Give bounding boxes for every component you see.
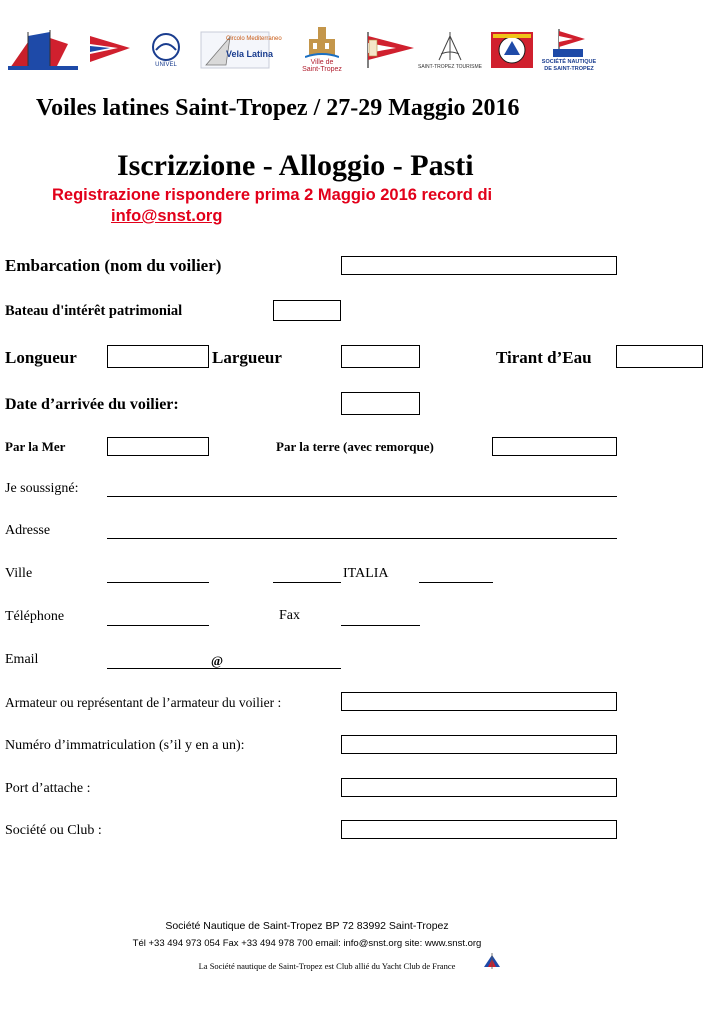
societe-label: Société ou Club : — [5, 823, 102, 838]
telephone-line[interactable] — [107, 625, 209, 626]
port-label: Port d’attache : — [5, 781, 91, 796]
registration-email-link[interactable]: info@snst.org — [111, 207, 223, 225]
longueur-label: Longueur — [5, 348, 77, 367]
univel-caption: UNIVEL — [155, 61, 177, 68]
cap-line[interactable] — [273, 582, 341, 583]
form-title: Iscrizzione - Alloggio - Pasti — [117, 149, 474, 182]
date-arrivee-field[interactable] — [341, 392, 420, 415]
yacht-club-france-emblem — [482, 953, 502, 974]
armateur-label: Armateur ou représentant de l’armateur du voilier : — [5, 695, 282, 710]
bateau-field[interactable] — [273, 300, 341, 321]
email-line[interactable] — [107, 668, 341, 669]
registration-note: Registrazione rispondere prima 2 Maggio 2016 record di — [52, 186, 493, 204]
immatriculation-field[interactable] — [341, 735, 617, 754]
tourisme-caption: SAINT-TROPEZ TOURISME — [418, 63, 482, 70]
embarcation-field[interactable] — [341, 256, 617, 275]
ville-caption-line2: Saint-Tropez — [302, 66, 342, 73]
date-arrivee-label: Date d’arrivée du voilier: — [5, 396, 179, 413]
footer-club-note: La Société nautique de Saint-Tropez est Club allié du Yacht Club de France — [198, 961, 456, 971]
email-label: Email — [5, 652, 39, 667]
event-title: Voiles latines Saint-Tropez / 27-29 Maggio 2016 — [36, 95, 520, 121]
email-at-sign: @ — [211, 653, 224, 668]
largueur-field[interactable] — [341, 345, 420, 368]
footer-address: Société Nautique de Saint-Tropez BP 72 83992 Saint-Tropez — [165, 920, 449, 932]
largueur-label: Largueur — [212, 348, 282, 367]
ville-line[interactable] — [107, 582, 209, 583]
vela-latina-small-caption: Circolo Mediterraneo — [226, 36, 282, 42]
soussigne-label: Je soussigné: — [5, 481, 79, 496]
adresse-line[interactable] — [107, 538, 617, 539]
country-extra-line[interactable] — [419, 582, 493, 583]
armateur-field[interactable] — [341, 692, 617, 711]
fax-line[interactable] — [341, 625, 420, 626]
footer-contact: Tél +33 494 973 054 Fax +33 494 978 700 email: info@snst.org site: www.snst.org — [132, 938, 482, 949]
flags-logo — [6, 22, 84, 78]
snst-caption-line2: DE SAINT-TROPEZ — [544, 66, 594, 72]
par-terre-field[interactable] — [492, 437, 617, 456]
bateau-label: Bateau d'intérêt patrimonial — [5, 303, 183, 319]
longueur-field[interactable] — [107, 345, 209, 368]
yacht-club-pennant-logo — [362, 22, 418, 78]
port-field[interactable] — [341, 778, 617, 797]
par-mer-field[interactable] — [107, 437, 209, 456]
par-terre-label: Par la terre (avec remorque) — [276, 439, 434, 454]
ville-label: Ville — [5, 566, 33, 581]
pennant-logo — [88, 22, 132, 78]
soussigne-line[interactable] — [107, 496, 617, 497]
snst-caption-line1: SOCIÉTÉ NAUTIQUE — [541, 59, 597, 65]
telephone-label: Téléphone — [5, 609, 65, 624]
immatriculation-label: Numéro d’immatriculation (s’il y en a un): — [5, 738, 245, 753]
tirant-field[interactable] — [616, 345, 703, 368]
club-emblem-logo — [488, 22, 536, 78]
saint-tropez-tourisme-logo — [412, 22, 488, 78]
snst-logo — [536, 22, 602, 78]
vela-latina-logo — [198, 22, 282, 78]
italia-label: ITALIA — [343, 566, 389, 581]
univel-logo — [140, 22, 192, 78]
embarcation-label: Embarcation (nom du voilier) — [5, 256, 222, 275]
adresse-label: Adresse — [5, 523, 51, 538]
vela-latina-caption: Vela Latina — [226, 49, 274, 59]
fax-label: Fax — [279, 608, 300, 623]
ville-caption-line1: Ville de — [310, 59, 334, 66]
societe-field[interactable] — [341, 820, 617, 839]
tirant-label: Tirant d’Eau — [496, 348, 592, 367]
ville-saint-tropez-logo — [292, 18, 352, 80]
par-mer-label: Par la Mer — [5, 439, 66, 454]
